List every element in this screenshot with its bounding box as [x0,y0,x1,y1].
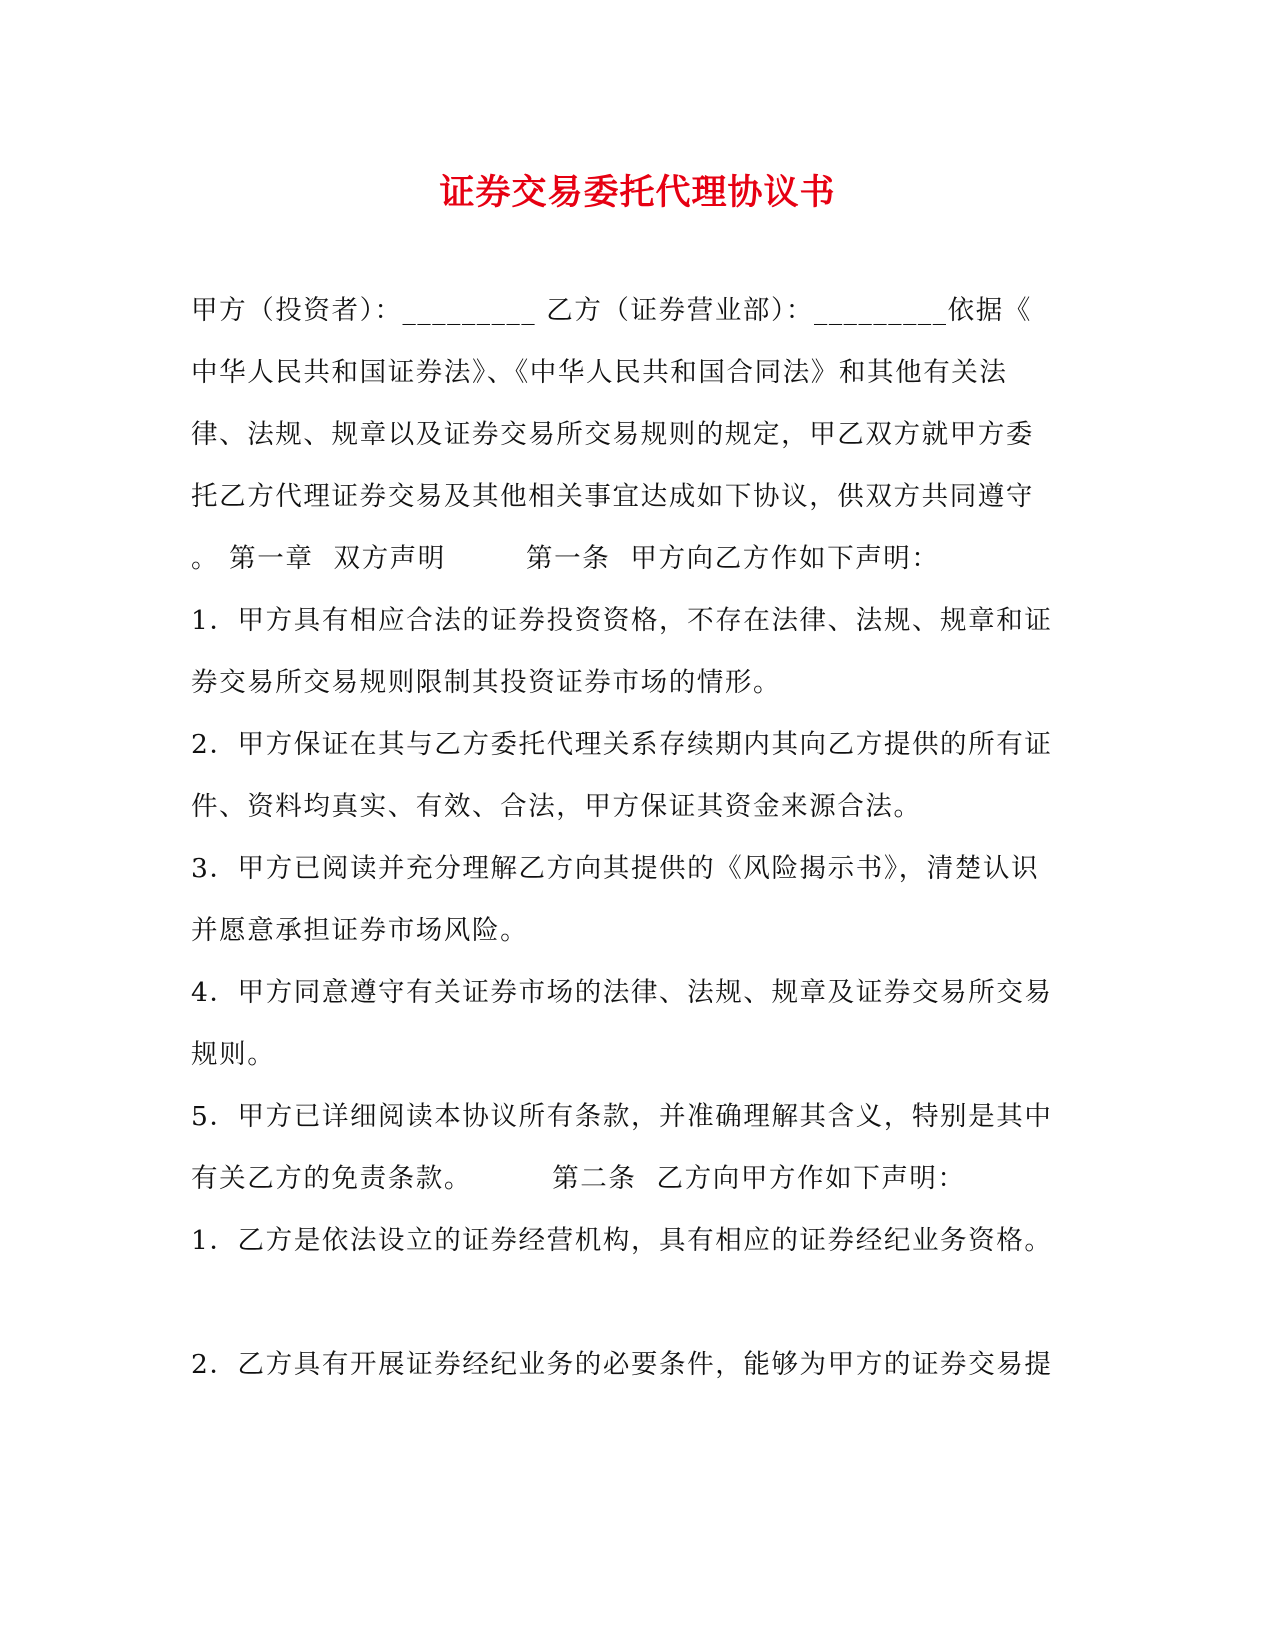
body-line: 2．甲方保证在其与乙方委托代理关系存续期内其向乙方提供的所有证 [191,729,1053,760]
body-line: 规则。 [191,1039,276,1070]
body-line: 。 第一章 双方声明 第一条 甲方向乙方作如下声明： [191,543,940,574]
document-body [191,280,1091,1396]
body-line: 5．甲方已详细阅读本协议所有条款，并准确理解其含义，特别是其中 [191,1101,1053,1132]
body-line: 律、法规、规章以及证券交易所交易规则的规定，甲乙双方就甲方委 [191,419,1034,450]
body-line: 中华人民共和国证券法》、《中华人民共和国合同法》和其他有关法 [191,357,1008,388]
body-line: 有关乙方的免责条款。 第二条 乙方向甲方作如下声明： [191,1163,966,1194]
body-line: 1．甲方具有相应合法的证券投资资格，不存在法律、法规、规章和证 [191,605,1053,636]
body-line: 托乙方代理证券交易及其他相关事宜达成如下协议，供双方共同遵守 [191,481,1034,512]
body-line: 3．甲方已阅读并充分理解乙方向其提供的《风险揭示书》，清楚认识 [191,853,1040,884]
body-line: 2．乙方具有开展证券经纪业务的必要条件，能够为甲方的证券交易提 [191,1349,1053,1380]
document-title: 证券交易委托代理协议书 [439,172,836,213]
body-line: 4．甲方同意遵守有关证券市场的法律、法规、规章及证券交易所交易 [191,977,1053,1008]
body-line: 件、资料均真实、有效、合法，甲方保证其资金来源合法。 [191,791,922,822]
body-line: 券交易所交易规则限制其投资证券市场的情形。 [191,667,782,698]
body-line: 1．乙方是依法设立的证券经营机构，具有相应的证券经纪业务资格。 [191,1225,1053,1256]
body-line: 甲方（投资者）：_________ 乙方（证券营业部）：_________依据《 [191,295,1032,326]
body-line: 并愿意承担证券市场风险。 [191,915,529,946]
